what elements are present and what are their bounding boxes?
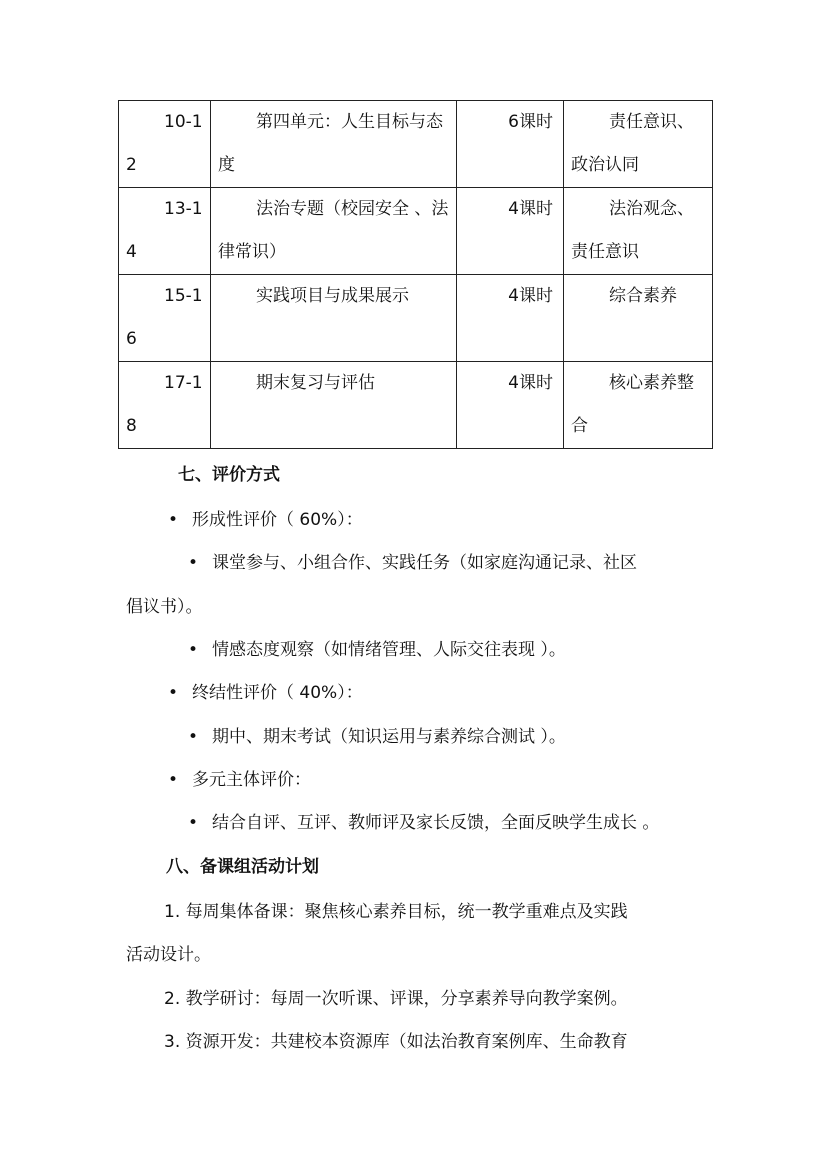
literacy-cell: 核心素养整合 — [564, 362, 713, 449]
weeks-cell: 17-18 — [119, 362, 211, 449]
plan-item-1: 1. 每周集体备课：聚焦核心素养目标，统一教学重难点及实践 — [164, 902, 628, 922]
weeks-cell: 13-14 — [119, 188, 211, 275]
content-cell: 实践项目与成果展示 — [211, 275, 457, 362]
bullet-glyph: • — [188, 813, 199, 833]
weeks-cell: 15-16 — [119, 275, 211, 362]
table-row — [119, 188, 713, 275]
literacy-cell: 综合素养 — [564, 275, 713, 362]
multi-eval-subitem-1: • 结合自评、互评、教师评及家长反馈，全面反映学生成长 。 — [188, 813, 660, 833]
bullet-glyph: • — [168, 683, 179, 703]
bullet-glyph: • — [188, 640, 199, 660]
hours-cell: 6课时 — [457, 101, 564, 188]
content-cell: 第四单元：人生目标与态度 — [211, 101, 457, 188]
plan-item-1-cont: 活动设计。 — [126, 945, 211, 965]
summative-subitem-1: • 期中、期末考试（知识运用与素养综合测试 ）。 — [188, 727, 566, 747]
formative-subitem-1-cont: 倡议书）。 — [126, 597, 203, 617]
formative-subitem-1: • 课堂参与、小组合作、实践任务（如家庭沟通记录、社区 — [188, 553, 637, 573]
table-row — [119, 362, 713, 449]
section-8-heading: 八、备课组活动计划 — [166, 857, 319, 877]
content-cell: 法治专题（校园安全 、法律常识） — [211, 188, 457, 275]
bullet-glyph: • — [168, 770, 179, 790]
multi-eval-item: • 多元主体评价： — [168, 770, 311, 790]
formative-item: • 形成性评价（ 60%）： — [168, 510, 363, 530]
section-7-heading: 七、评价方式 — [178, 465, 280, 485]
table-row — [119, 101, 713, 188]
hours-cell: 4课时 — [457, 275, 564, 362]
plan-item-3: 3. 资源开发：共建校本资源库（如法治教育案例库、生命教育 — [164, 1032, 628, 1052]
literacy-cell: 责任意识、政治认同 — [564, 101, 713, 188]
formative-subitem-2: • 情感态度观察（如情绪管理、人际交往表现 ）。 — [188, 640, 566, 660]
schedule-table — [118, 100, 713, 449]
bullet-glyph: • — [188, 727, 199, 747]
weeks-cell: 10-12 — [119, 101, 211, 188]
literacy-cell: 法治观念、责任意识 — [564, 188, 713, 275]
bullet-glyph: • — [188, 553, 199, 573]
summative-item: • 终结性评价（ 40%）： — [168, 683, 363, 703]
hours-cell: 4课时 — [457, 188, 564, 275]
bullet-glyph: • — [168, 510, 179, 530]
content-cell: 期末复习与评估 — [211, 362, 457, 449]
hours-cell: 4课时 — [457, 362, 564, 449]
plan-item-2: 2. 教学研讨：每周一次听课、评课，分享素养导向教学案例。 — [164, 989, 628, 1009]
table-row — [119, 275, 713, 362]
